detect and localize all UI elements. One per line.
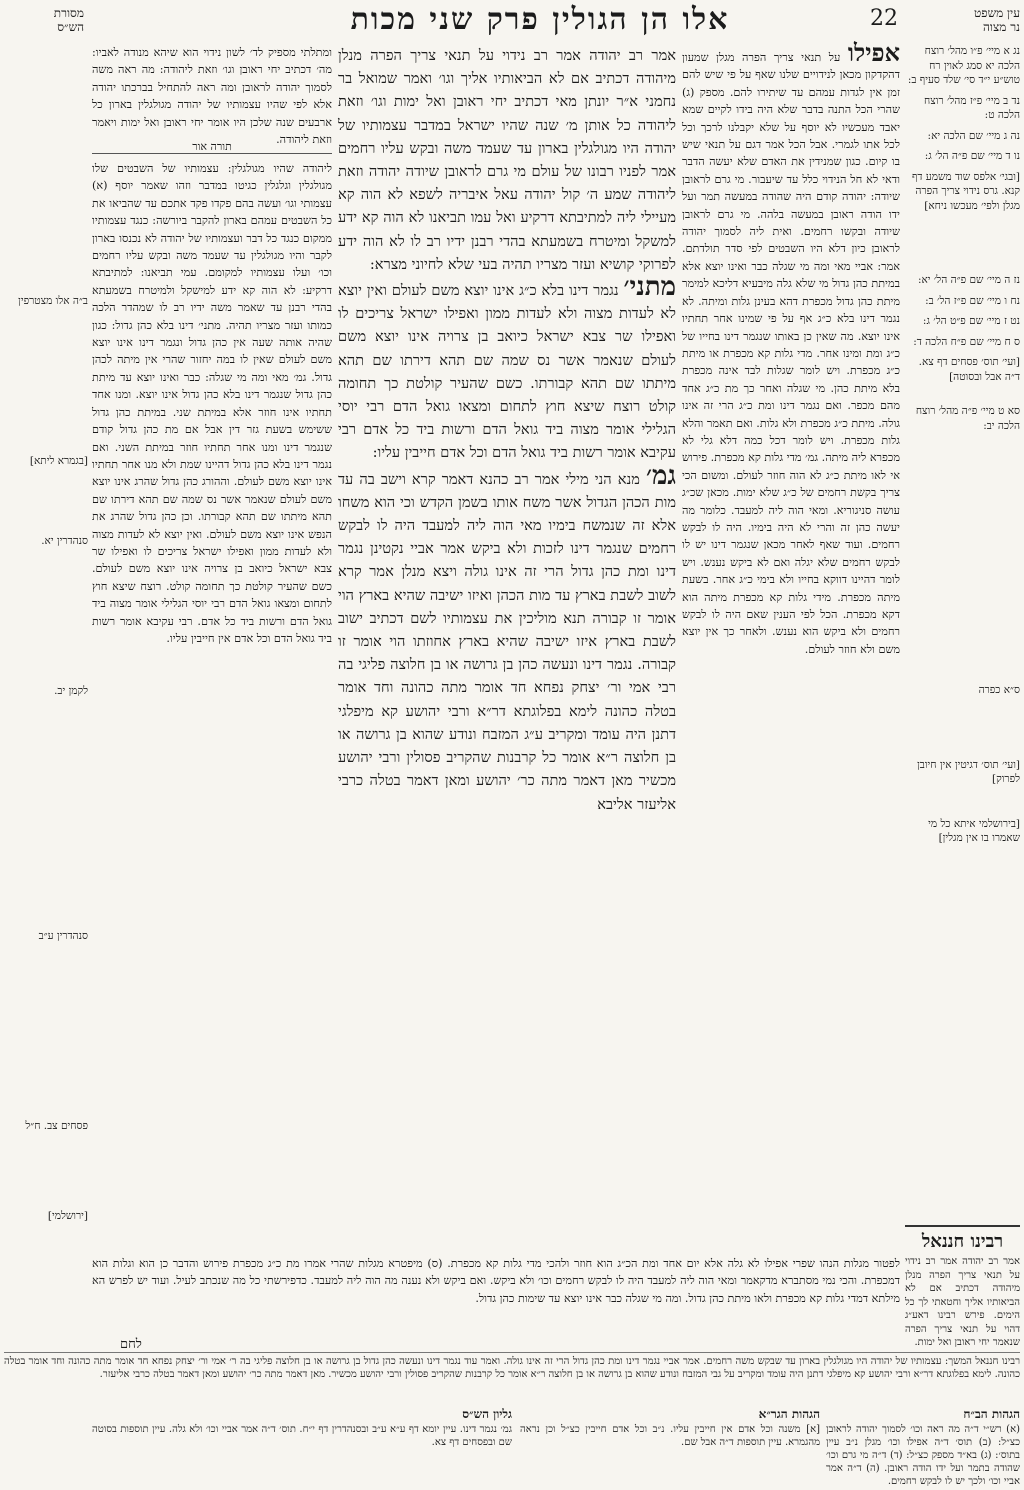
ein-mishpat-note: ס ח מיי׳ שם פ״ח הלכה ד: [913, 335, 1020, 348]
hagahot-hagra-title: הגהות הגר״א [758, 1407, 820, 1421]
gemara-text: מנא הני מילי אמר רב כהנא דאמר קרא וישב בה עד מות הכהן הגדול אשר משח אותו בשמן הקדש וכי הוא משחו אלא זה שנמשח בימיו מאי הוה ליה למעבד היה לו לבקש רחמים שנגמר דינו לזכות ולא ביקש אמר אביי נקטינן נגמר דינו ומת כהן גדול הרי זה אינו גולה ויצא מנלן אמר קרא לשוב לשבת בארץ עד מות הכהן ואיזו ישיבה שהיא בארץ הוי אומר זו קבורה תנא מוליכין את עצמותיו לשם דכתיב ישוב לשבת בארץ איזו ישיבה שהיא בארץ אחוזתו הוי אומר זו קבורה. נגמר דינו ונעשה כהן בן גרושה או בן חלוצה פליגי בה רבי אמי ור׳ יצחק נפחא חד אומר מתה כהונה וחד אומר בטלה כהונה לימא בפלוגתא דר״א ורבי יהושע קא מיפלגי דתנן היה עומד ומקריב ע״ג המזבח ונודע שהוא בן גרושה או בן חלוצה ר״א אומר כל קרבנות שהקריב פסולין ורבי יהושע מכשיר מאן דאמר מתה כר׳ יהושע ומאן דאמר בטלה כרבי אליעזר אליבא [338, 470, 676, 813]
ein-mishpat-note: [ובגי׳ אלפס שוד משמע דף קנא. גרס נידוי צריך הפרה מגלן ולפי׳ מעכשו ניחא] [911, 170, 1020, 212]
ein-mishpat-note: ס״א כפרה [978, 684, 1020, 696]
page-header [0, 0, 1024, 42]
gilyon-hashas-title: גליון הש״ס [462, 1407, 512, 1421]
page-number: 22 [870, 6, 898, 31]
tosafot-column [682, 38, 900, 1289]
ein-mishpat-note: [ועי׳ תוס׳ דגיטין אין חיובן לפרוק] [917, 758, 1020, 785]
mesoret-note: סנהדרין יא. [41, 535, 88, 547]
rashi-top-text: ומתלתי מספיק לד׳ לשון נידוי הוא שיהא מנודה לאביו: מה׳ דכתיב יחי ראובן וגו׳ וזאת ליהודה: מה ראה משה לסמוך יהודה לראובן ומה ראה להתחיל בברכתו יהודה אלא לפי שהיו עצמותיו של יהודה מגולגלין בארון כל ארבעים שנה שלכן היו אומר יחי ראובן ואל ימות ויאמר וזאת ליהודה. [92, 46, 332, 147]
ein-mishpat-column [905, 44, 1020, 852]
ein-mishpat-note: [בירושלמי איתא כל מי שאמרו בו אין מגלין] [928, 817, 1020, 844]
mesoret-note: [ירושלמי] [47, 1210, 88, 1222]
ein-mishpat-note: נח ו מיי׳ שם פ״ז הל׳ ב: [925, 294, 1020, 307]
catchword: לחם [120, 1337, 142, 1352]
notes-block: רבינו חננאל המשך: עצמותיו של יהודה היו מגולגלין בארון עד שבקש משה רחמים. אמר אביי נגמר דינו ומת כהן גדול הרי זה אינו גולה. ואמר עוד נגמר דינו ונעשה כהן גדול בן גרושה או בן חלוצה פליגי בה ר׳ אמי ור׳ יצחק נפחא חד אומר מתה כהונה וחד אומר בטלה כהונה. לימא בפלוגתא דר״א ורבי יהושע קא מיפלגי דתנן היה עומד ומקריב על גבי המזבח ונודע שהוא בן גרושה או בן חלוצה ר״א אומר כל קרבנות שהקריב פסולין ורבי יהושע מכשיר. מאן דאמר מתה כר׳ יהושע ומאן דאמר בטלה כרבי אליעזר. [4, 1352, 1020, 1406]
rabbeinu-chananel-title: רבינו חננאל [905, 1225, 1020, 1252]
mesoret-hashas-label: מסורת הש״ס [53, 6, 84, 34]
ein-mishpat-note: נו ד מיי׳ שם פ״ה הל׳ ג: [924, 150, 1020, 162]
ein-mishpat-note: נד ב מיי׳ פ״ז מהל׳ רוצח הלכה ט: [924, 94, 1020, 121]
mesoret-note: ב״ה אלו מצטרפין [18, 295, 88, 307]
tosafot-continuation: לפטור מגלות הנהו שפרי אפילו לא גלה אלא יום אחד ומת הכ״ג הוא חוזר ולהכי מדי גלות קא מכפרת. (ס) מיפטרא מגלות שהרי אמרו מת כ״ג מכפרת פירוש והדבר כן הוא וגלות הוא דמכפרת. והכי נמי מסתברא מדקאמר ומאי הוה ליה למעבד היה לו לבקש רחמים וכו׳ ולא ביקש. ואם ביקש ולא נענה מה הוה ליה למעבד. כדפירשתי כל מה שנכתב לעיל. ועוד יש לפרש הא מילתא דמדי גלות קא מכפרת ולאו מיתת כהן גדול. ומה מי שגלה כבר אינו יוצא עד שימות כהן גדול. [92, 1257, 900, 1305]
mesoret-note: [בגמרא ליתא] [29, 455, 88, 467]
hagahot-habach-text: (א) רש״י ד״ה מה ראה וכו׳ לסמוך יהודה לראובן כצ״ל: (ב) תוס׳ ד״ה אפילו וכו׳ מגלן נ״ב עיין בתוס׳: (ג) בא״ד מספק כצ״ל: (ד) ד״ה מי גרם וכו׳ שהודה בתמר ועל ידו הודה ראובן. (ה) ד״ה אמר אביי וכו׳ ולכך יש לו לבקש רחמים. [826, 1424, 1020, 1487]
ein-mishpat-note: נה ג מיי׳ שם הלכה יא: [927, 129, 1020, 142]
gilyon-hashas [92, 1408, 512, 1486]
gemara-opening: אמר רב יהודה אמר רב נידוי על תנאי צריך הפרה מנלן מיהודה דכתיב אם לא הביאותיו אליך וגו׳ ואמר שמואל בר נחמני א״ר יונתן מאי דכתיב יחי ראובן ואל ימות וגו׳ וזאת ליהודה כל אותן מ׳ שנה שהיו ישראל במדבר עצמותיו של יהודה היו מגולגלין בארון עד שעמד משה ובקש עליו רחמים אמר לפניו רבונו של עולם מי גרם לראובן שיודה יהודה וזאת ליהודה שמע ה׳ קול יהודה עאל איבריה לשפא לא הוה קא מעיילי ליה למתיבתא דרקיע ואל עמו תביאנו לא הוה קא ידע למשקל ומיטרח בשמעתא בהדי רבנן ידיו רב לו לא הוה ידע לפרוקי קושיא ועזר מצריו תהיה בעי שלא לחיוני מצרא: [338, 47, 676, 273]
tosafot-text: על תנאי צריך הפרה מגלן שמעון דהקדקון מכאן לנידויים שלנו שאף על פי שיש להם זמן אין לגדות עמהם עד שיתירו להם. מספק (ג) שהרי הכל התנה בדבר שלא היה בידו לקיים שמא יאבד מעכשיו לא יוסף על שלא יקבלנו לרכך וכל לכל אתו לגמרי. אבל הכל אמר דגם על תנאי שיש בו קיום. כגון שמנידין את האדם שלא יעשה הדבר ודאי לא חל הנידוי כלל עד שיעבור. מי גרם לראובן שיודה: יהודה קודם היה שהודה במעשה תמר ועל ידו הודה ראובן במעשה בלהה. מי גרם לראובן שיודה ובקשו רחמים. ואית ליה לסמוך יהודה לראובן כיון דלא היו השבטים לפי סדר תולדתם. אמר: אביי מאי ומה מי שגלה כבר ואינו יוצא אלא במיתת כהן גדול מי שלא גלה מיבעיא דליכא למימר מיתת כהן גדול מכפרת דהא בעינן גלות ומיתה. לא נגמר דינו בלא כ״ג אף על פי שמינו אחר תחתיו אינו יוצא. מה שאין כן באותו שנגמר דינו בחייו של כ״ג ומת ומינו אחר. מדי גלות קא מכפרת או מיתת כ״ג מכפרת. ויש לומר שגלות לבד אינה מכפרת בלא מיתת כהן. מי שגלה ואחר כך מת כ״ג אחד מהם מכפר. ואם נגמר דינו ומת כ״ג הרי זה אינו גולה. מיתת כ״ג מכפרת ולא גלות. ואם תאמר והלא גלות מכפרת. ויש לומר דכל כמה דלא גלי לא מכפרא ליה מיתה. גמ׳ מדי גלות קא מכפרת. פירוש אי לאו מיתת כ״ג לא הוה חוזר לעולם. ומשום הכי צריך בקשת רחמים של כ״ג שלא ימות. מכאן שכ״ג עושה סניגוריא. ומאי הוה ליה למעבד. כלומר מה יעשה כהן זה והרי לא היה בימיו. היה לו לבקש רחמים. ועוד שאף לאחר מכאן שנגמר דינו יש לו לבקש רחמים שלא יגלה ואם לא ביקש נענש. ויש לומר דהיינו דווקא בחייו ולא בימי כ״ג אחר. בשעת מיתה מכפרת. מידי גלות קא מכפרת מיתה הוא דקא מכפרת. הכל לפי הענין שאם היה לו לבקש רחמים ולא ביקש הוא נענש. ולאחר כך אין יוצא משם ולא חוזר לעולם. [682, 51, 900, 656]
ein-mishpat-label: עין משפט נר מצוה [974, 6, 1020, 34]
ein-mishpat-note: נז ה מיי׳ שם פ״ה הל׳ יא: [917, 274, 1020, 286]
rashi-commentary: ליהודה שהיו מגולגלין: עצמותיו של השבטים שלו מגולגלין וגלגלין כגיטו במדבר וזהו שאמר יוסף (א) עצמותי וגו׳ ועשה בהם פקדו פקד אתכם עד שהביאו את כל השבטים עמהם בארון להקבר ביורשה: כנגד עצמותיו ממקום כנגד כל דבר ועצמותיו של יהודה לא נכנסו בארון לקבר והיו מגולגלין עד שעמד משה ובקש עליו רחמים וכו׳ ועלו עצמותיו למקומם. עמי תביאנו: למתיבתא דרקיע: לא הוה קא ידע למישקל ולמיטרח בשמעתא בהדי רבנן עד שאמר משה ידיו רב לו שמהדר הלכה כמותו ועזר מצריו תהיה. מתני׳ דינו בלא כהן גדול: כגון שהיה אותה שעה אין כהן גדול ונגמר דינו אינו יוצא משם לעולם שאין לו במה יחזור שהרי אין מיתה לכהן גדול. גמ׳ מאי ומה מי שגלה: כבר ואינו יוצא עד מיתת כהן גדול שנגמר דינו בלא כהן גדול אינו יוצא. ומנו אחד תחתיו אינו חוזר אלא במיתת שני. במיתת כהן גדול ששימש בשעת גזר דין אבל אם מת כהן גדול קודם שנגמר דינו ומנו אחר תחתיו חוזר במיתת השני. ואם נגמר דינו בלא כהן גדול דהיינו שמת ולא מנו אחר תחתיו אינו יוצא משם לעולם. וההורג כהן גדול שהרג אינו יוצא משם לעולם שנאמר אשר נס שמה שם תהא דירתו שם תהא מיתתו שם תהא קבורתו. וכן כהן גדול שהרג את הנפש אינו יוצא משם לעולם. ואין יוצא לא לעדות מצוה ולא לעדות ממון ואפילו ישראל צריכים לו ואפילו שר צבא ישראל כיואב בן צרויה אינו יוצא משם לעולם. כשם שהעיר קולטת כך תחומה קולט. רוצח שיצא חוץ לתחום ומצאו גואל הדם רבי יוסי הגלילי אומר מצוה ביד גואל הדם ורשות ביד כל אדם. רבי עקיבא אומר רשות ביד גואל הדם וכל אדם אין חייבין עליו. [92, 162, 332, 645]
rabbeinu-chananel-text: אמר רב יהודה אמר רב נידוי על תנאי צריך הפרה מנלן מיהודה דכתיב אם לא הביאותיו אליך וחטאתי לך כל הימים. פירש רבינו דאע״ג דהוי על תנאי צריך הפרה שנאמר יחי ראובן ואל ימות. [905, 1256, 1020, 1348]
tosafot-heading: אפילו [847, 38, 900, 67]
hagahot-hagra-text: [א] משנה וכל אדם אין חייבין עליו. נ״ב וכל אדם חייבין כצ״ל וכן נראה מהגמרא. עיין תוספות ד״ה אבל שם. [520, 1424, 820, 1448]
mishna-heading: מתני׳ [623, 272, 676, 303]
hagahot-habach [826, 1408, 1020, 1486]
mesoret-note: לקמן יב. [54, 685, 88, 697]
gemara-column [338, 44, 676, 1249]
hagahot-hagra [520, 1408, 820, 1486]
ein-mishpat-note: [ועי׳ תוס׳ פסחים דף צא. ד״ה אבל ובסוטה] [918, 356, 1020, 383]
ein-mishpat-note: נט ז מיי׳ שם פ״ט הל׳ ג: [922, 315, 1020, 327]
torah-or-label: תורה אור [92, 140, 332, 154]
hagahot-habach-title: הגהות הב״ח [963, 1407, 1020, 1421]
gilyon-hashas-text: גמ׳ נגמר דינו. עיין יומא דף ע״א ע״ב ובסנהדרין דף י״ח. תוס׳ ד״ה אמר אביי וכו׳ ולא גלה. עיין תוספות בסוטה שם ובפסחים דף צא. [92, 1424, 512, 1448]
mishna-text: נגמר דינו בלא כ״ג אינו יוצא משם לעולם ואין יוצא לא לעדות מצוה ולא לעדות ממון ואפילו ישראל צריכים לו ואפילו שר צבא ישראל כיואב בן צרויה אינו יוצא משם לעולם שנאמר אשר נס שמה שם תהא דירתו שם תהא מיתתו שם תהא קבורתו. כשם שהעיר קולטת כך תחומה קולט רוצח שיצא חוץ לתחום ומצאו גואל הדם רבי יוסי הגלילי אומר מצוה ביד גואל הדם ורשות ביד כל אדם רבי עקיבא אומר רשות ביד גואל הדם וכל אדם חייבין עליו: [338, 282, 676, 462]
ein-mishpat-note: סא ט מיי׳ פ״ה מהל׳ רוצח הלכה יב: [915, 405, 1020, 432]
mesoret-note: פסחים צב. ח״ל [25, 1120, 88, 1132]
page-title: אלו הן הגולין פרק שני מכות [350, 2, 730, 37]
gemara-heading: גמ׳ [646, 460, 676, 491]
ein-mishpat-note: נג א מיי׳ פ״ו מהל׳ רוצח הלכה יא סמג לאוין רח טוש״ע י״ד סי׳ שלד סעיף ב: [907, 45, 1020, 86]
mesoret-note: סנהדרין ע״ב [38, 930, 88, 942]
